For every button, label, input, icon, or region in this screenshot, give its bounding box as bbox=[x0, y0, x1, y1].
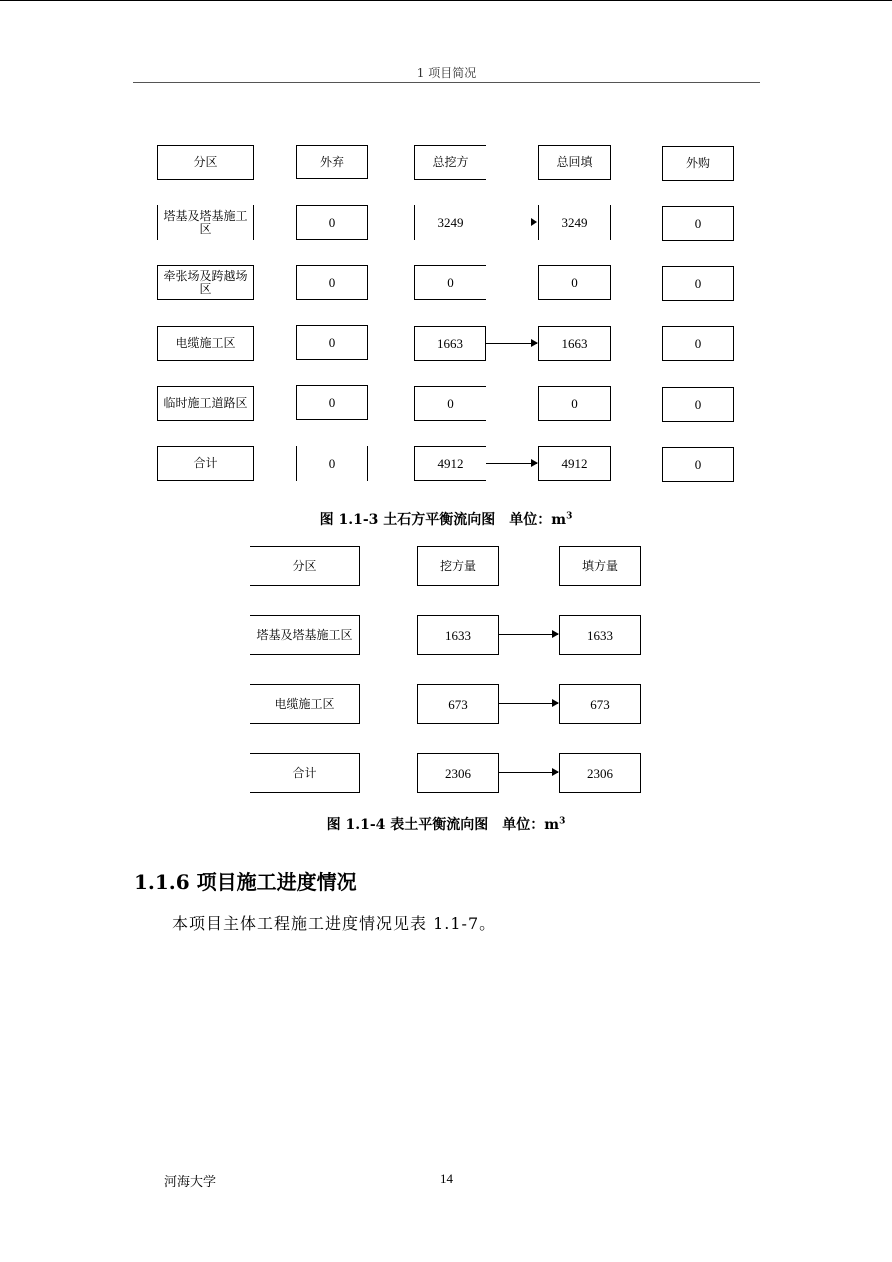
figure-caption-1-1-4 bbox=[0, 814, 892, 834]
fig3-buy-cell: 0 bbox=[662, 266, 734, 301]
fig3-header-buy: 外购 bbox=[662, 146, 734, 181]
fig3-buy-cell: 0 bbox=[662, 387, 734, 422]
fig3-header-cut: 总挖方 bbox=[414, 145, 486, 180]
fig4-zone-cell: 塔基及塔基施工区 bbox=[250, 615, 360, 655]
page-top-border bbox=[0, 0, 892, 1]
fig4-header-fill: 填方量 bbox=[559, 546, 641, 586]
fig4-fill-cell: 1633 bbox=[559, 615, 641, 655]
fig3-buy-cell: 0 bbox=[662, 447, 734, 482]
fig4-cut-cell: 2306 bbox=[417, 753, 499, 793]
fig4-header-cut: 挖方量 bbox=[417, 546, 499, 586]
fig3-fill-cell: 3249 bbox=[538, 205, 611, 240]
caption-text: 图 1.1-3 土石方平衡流向图 单位：m bbox=[319, 512, 567, 528]
body-paragraph: 本项目主体工程施工进度情况见表 1.1-7。 bbox=[172, 914, 497, 933]
fig4-flow-arrow bbox=[499, 634, 558, 635]
fig4-flow-arrow bbox=[499, 703, 558, 704]
fig3-waste-cell: 0 bbox=[296, 205, 368, 240]
fig3-flow-arrow bbox=[486, 463, 537, 464]
fig3-buy-cell: 0 bbox=[662, 326, 734, 361]
fig3-fill-cell: 4912 bbox=[538, 446, 611, 481]
fig4-cut-cell: 1633 bbox=[417, 615, 499, 655]
section-heading: 1.1.6 项目施工进度情况 bbox=[134, 870, 357, 894]
fig3-flow-arrow bbox=[531, 218, 537, 226]
fig4-zone-cell: 合计 bbox=[250, 753, 360, 793]
fig3-buy-cell: 0 bbox=[662, 206, 734, 241]
caption-superscript: 3 bbox=[559, 816, 566, 827]
fig3-flow-arrow bbox=[486, 343, 537, 344]
fig4-fill-cell: 2306 bbox=[559, 753, 641, 793]
fig3-waste-cell: 0 bbox=[296, 385, 368, 420]
fig3-header-zone: 分区 bbox=[157, 145, 254, 180]
fig3-zone-cell: 临时施工道路区 bbox=[157, 386, 254, 421]
fig4-flow-arrow bbox=[499, 772, 558, 773]
fig3-cut-cell: 0 bbox=[414, 386, 486, 421]
page-number: 14 bbox=[440, 1171, 453, 1186]
fig3-header-waste: 外弃 bbox=[296, 145, 368, 179]
fig3-cut-cell: 4912 bbox=[414, 446, 486, 481]
fig3-fill-cell: 0 bbox=[538, 386, 611, 421]
fig4-header-zone: 分区 bbox=[250, 546, 360, 586]
fig3-zone-cell: 牵张场及跨越场区 bbox=[157, 265, 254, 300]
fig3-header-fill: 总回填 bbox=[538, 145, 611, 180]
fig3-fill-cell: 0 bbox=[538, 265, 611, 300]
fig3-zone-cell: 合计 bbox=[157, 446, 254, 481]
caption-text: 图 1.1-4 表土平衡流向图 单位：m bbox=[326, 817, 560, 833]
footer-institution: 河海大学 bbox=[164, 1175, 217, 1190]
fig4-cut-cell: 673 bbox=[417, 684, 499, 724]
fig3-cut-cell: 3249 bbox=[414, 205, 486, 240]
figure-caption-1-1-3 bbox=[0, 509, 892, 529]
fig3-cut-cell: 1663 bbox=[414, 326, 486, 361]
caption-superscript: 3 bbox=[566, 511, 573, 522]
fig3-zone-cell: 塔基及塔基施工区 bbox=[157, 205, 254, 240]
fig3-waste-cell: 0 bbox=[296, 265, 368, 300]
fig4-fill-cell: 673 bbox=[559, 684, 641, 724]
fig4-zone-cell: 电缆施工区 bbox=[250, 684, 360, 724]
header-rule bbox=[133, 82, 760, 83]
fig3-waste-cell: 0 bbox=[296, 325, 368, 360]
fig3-zone-cell: 电缆施工区 bbox=[157, 326, 254, 361]
page-header: 1 项目简况 bbox=[416, 66, 477, 80]
fig3-cut-cell: 0 bbox=[414, 265, 486, 300]
fig3-waste-cell: 0 bbox=[296, 446, 368, 481]
fig3-fill-cell: 1663 bbox=[538, 326, 611, 361]
